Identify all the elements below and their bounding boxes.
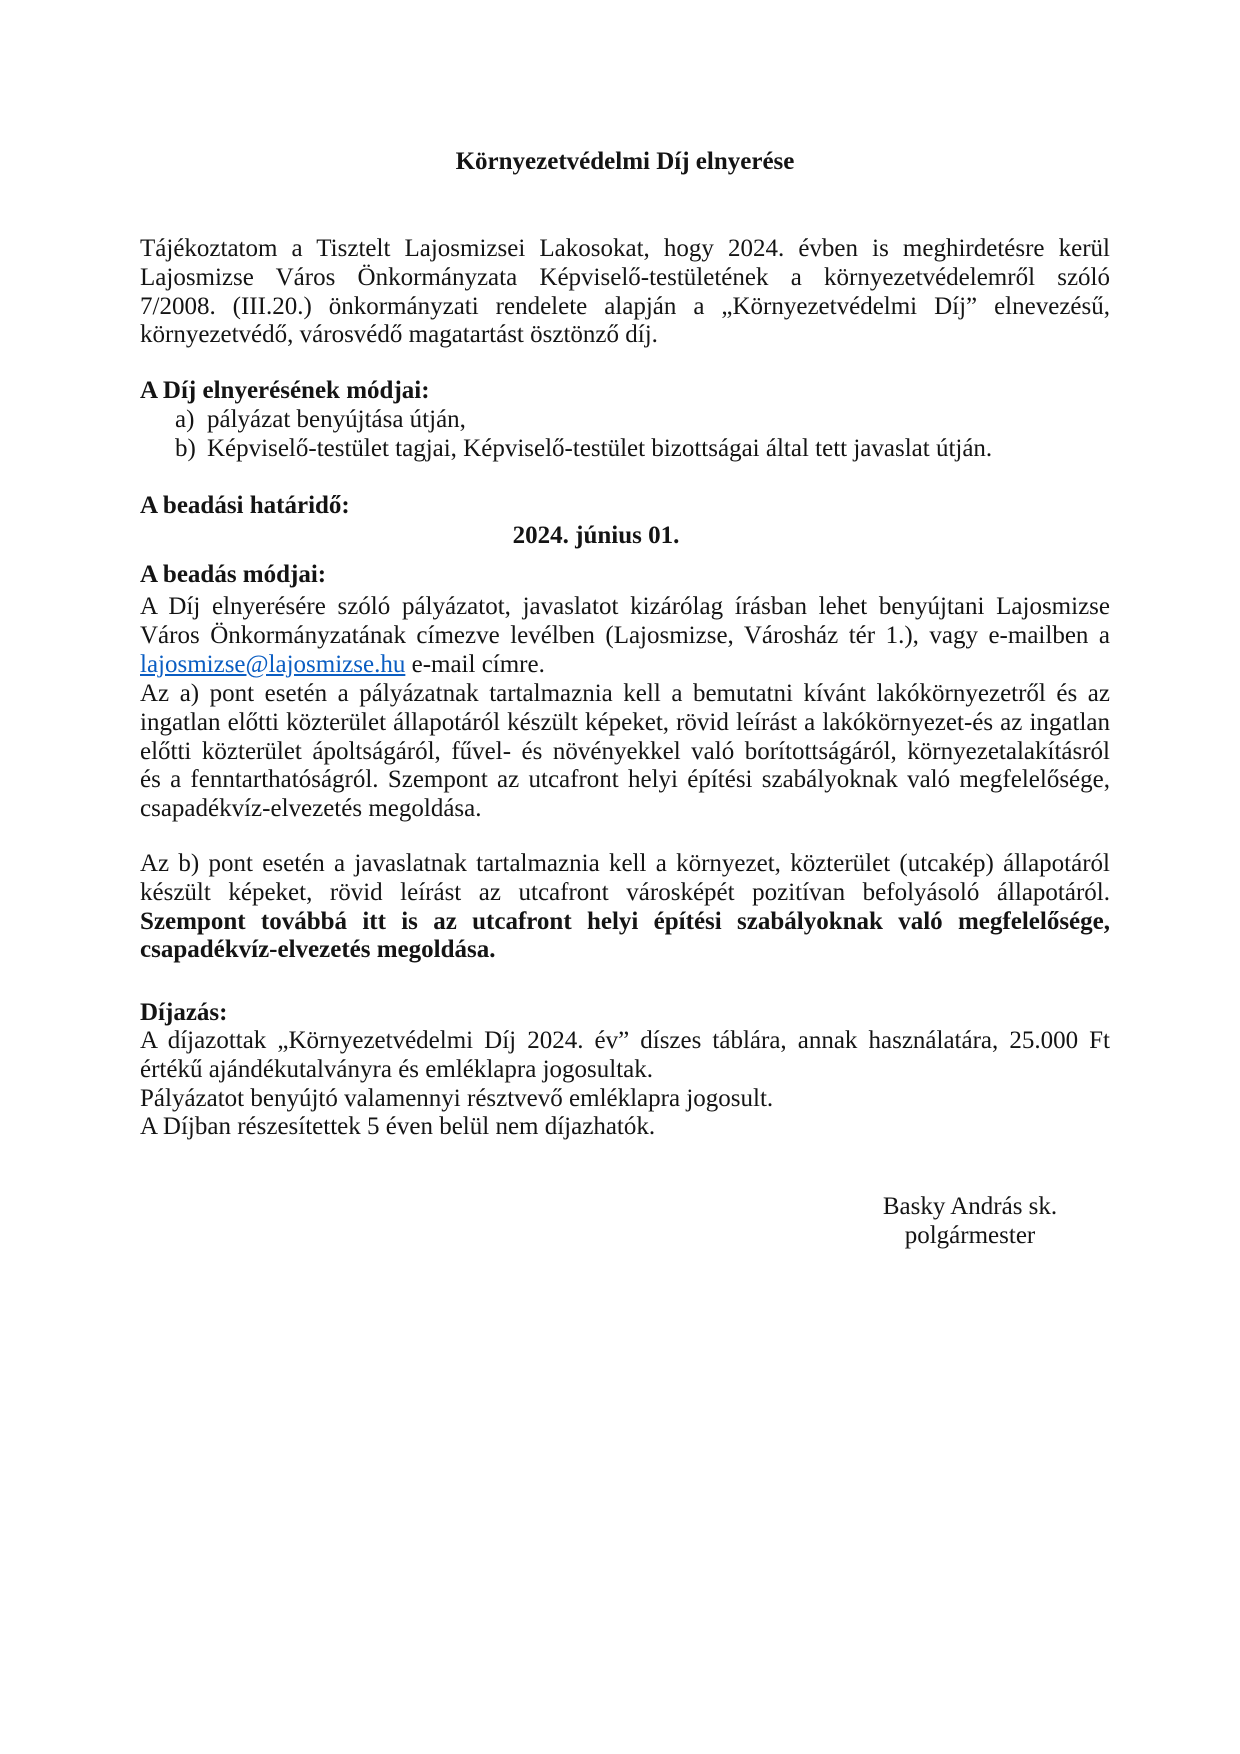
list-item-b [140, 435, 1110, 464]
award-line-2: értékű ajándékutalványra és emléklapra jogosultak. [140, 1055, 653, 1083]
intro-line-2: Lajosmizse Város Önkormányzata Képviselő-testületének a környezetvédelemről szóló [140, 263, 1110, 291]
point-b-line-2: készült képeket, rövid leírást az utcafront városképét pozitívan befolyásoló állapotáról. [140, 878, 1110, 906]
page-title: Környezetvédelmi Díj elnyerése [455, 148, 795, 175]
email-suffix: e-mail címre. [405, 650, 545, 678]
point-a-paragraph [140, 680, 1110, 824]
award-line-1: A díjazottak „Környezetvédelmi Díj 2024. év” díszes táblára, annak használatára, 25.000 Ft [140, 1027, 1110, 1054]
deadline-date: 2024. június 01. [512, 522, 680, 549]
award-line-4: A Díjban részesítettek 5 éven belül nem díjazhatók. [140, 1113, 656, 1141]
list-text-a: pályázat benyújtása útján, [207, 406, 466, 433]
award-paragraph [140, 1027, 1110, 1142]
point-b-line-1: Az b) pont esetén a javaslatnak tartalmaznia kell a környezet, közterület (utcakép) állapotáról [140, 850, 1110, 877]
point-a-line-2: ingatlan előtti közterület állapotáról készült képeket, rövid leírást a lakókörnyezet-és az ingatlan [140, 708, 1110, 736]
point-a-line-5: csapadékvíz-elvezetés megoldása. [140, 795, 482, 823]
methods-heading: A Díj elnyerésének módjai: [140, 377, 430, 404]
submission-line-1: A Díj elnyerésére szóló pályázatot, javaslatot kizárólag írásban lehet benyújtani Lajosmizse [140, 593, 1110, 620]
signature-name: Basky András sk. [882, 1193, 1058, 1220]
signature-role: polgármester [904, 1221, 1036, 1249]
point-a-line-4: és a fenntarthatóságról. Szempont az utcafront helyi építési szabályoknak való megfelelősége, [140, 766, 1110, 794]
award-line-3: Pályázatot benyújtó valamennyi résztvevő emléklapra jogosult. [140, 1084, 774, 1112]
signature-block [872, 1193, 1068, 1251]
intro-line-1: Tájékoztatom a Tisztelt Lajosmizsei Lakosokat, hogy 2024. évben is meghirdetésre kerül [140, 235, 1110, 262]
list-text-b: Képviselő-testület tagjai, Képviselő-testület bizottságai által tett javaslat útján. [207, 434, 993, 462]
intro-line-3: 7/2008. (III.20.) önkormányzati rendelete alapján a „Környezetvédelmi Díj” elnevezésű, [140, 292, 1110, 320]
email-link[interactable]: lajosmizse@lajosmizse.hu [140, 650, 406, 678]
methods-list [140, 406, 1110, 464]
submission-line-2: Város Önkormányzatának címezve levélben (Lajosmizse, Városház tér 1.), vagy e-mailben a [140, 621, 1110, 649]
deadline-heading: A beadási határidő: [140, 492, 350, 519]
submission-paragraph [140, 593, 1110, 679]
award-heading: Díjazás: [140, 999, 228, 1026]
list-marker-b: b) [175, 434, 196, 462]
list-item-a [140, 406, 1110, 435]
point-b-bold-line-1: Szempont továbbá itt is az utcafront helyi építési szabályoknak való megfelelősége, [140, 907, 1110, 935]
point-b-paragraph [140, 850, 1110, 965]
point-b-bold-line-2: csapadékvíz-elvezetés megoldása. [140, 936, 496, 964]
submission-email-line [140, 651, 1110, 680]
point-a-line-1: Az a) pont esetén a pályázatnak tartalmaznia kell a bemutatni kívánt lakókörnyezetről és az [140, 680, 1110, 707]
intro-line-4: környezetvédő, városvédő magatartást ösztönző díj. [140, 321, 658, 349]
intro-paragraph [140, 235, 1110, 350]
point-a-line-3: előtti közterület ápoltságáról, fűvel- és növényekkel való borítottságáról, környezetalakításról [140, 737, 1110, 765]
list-marker-a: a) [175, 406, 195, 433]
submission-heading: A beadás módjai: [140, 561, 327, 588]
